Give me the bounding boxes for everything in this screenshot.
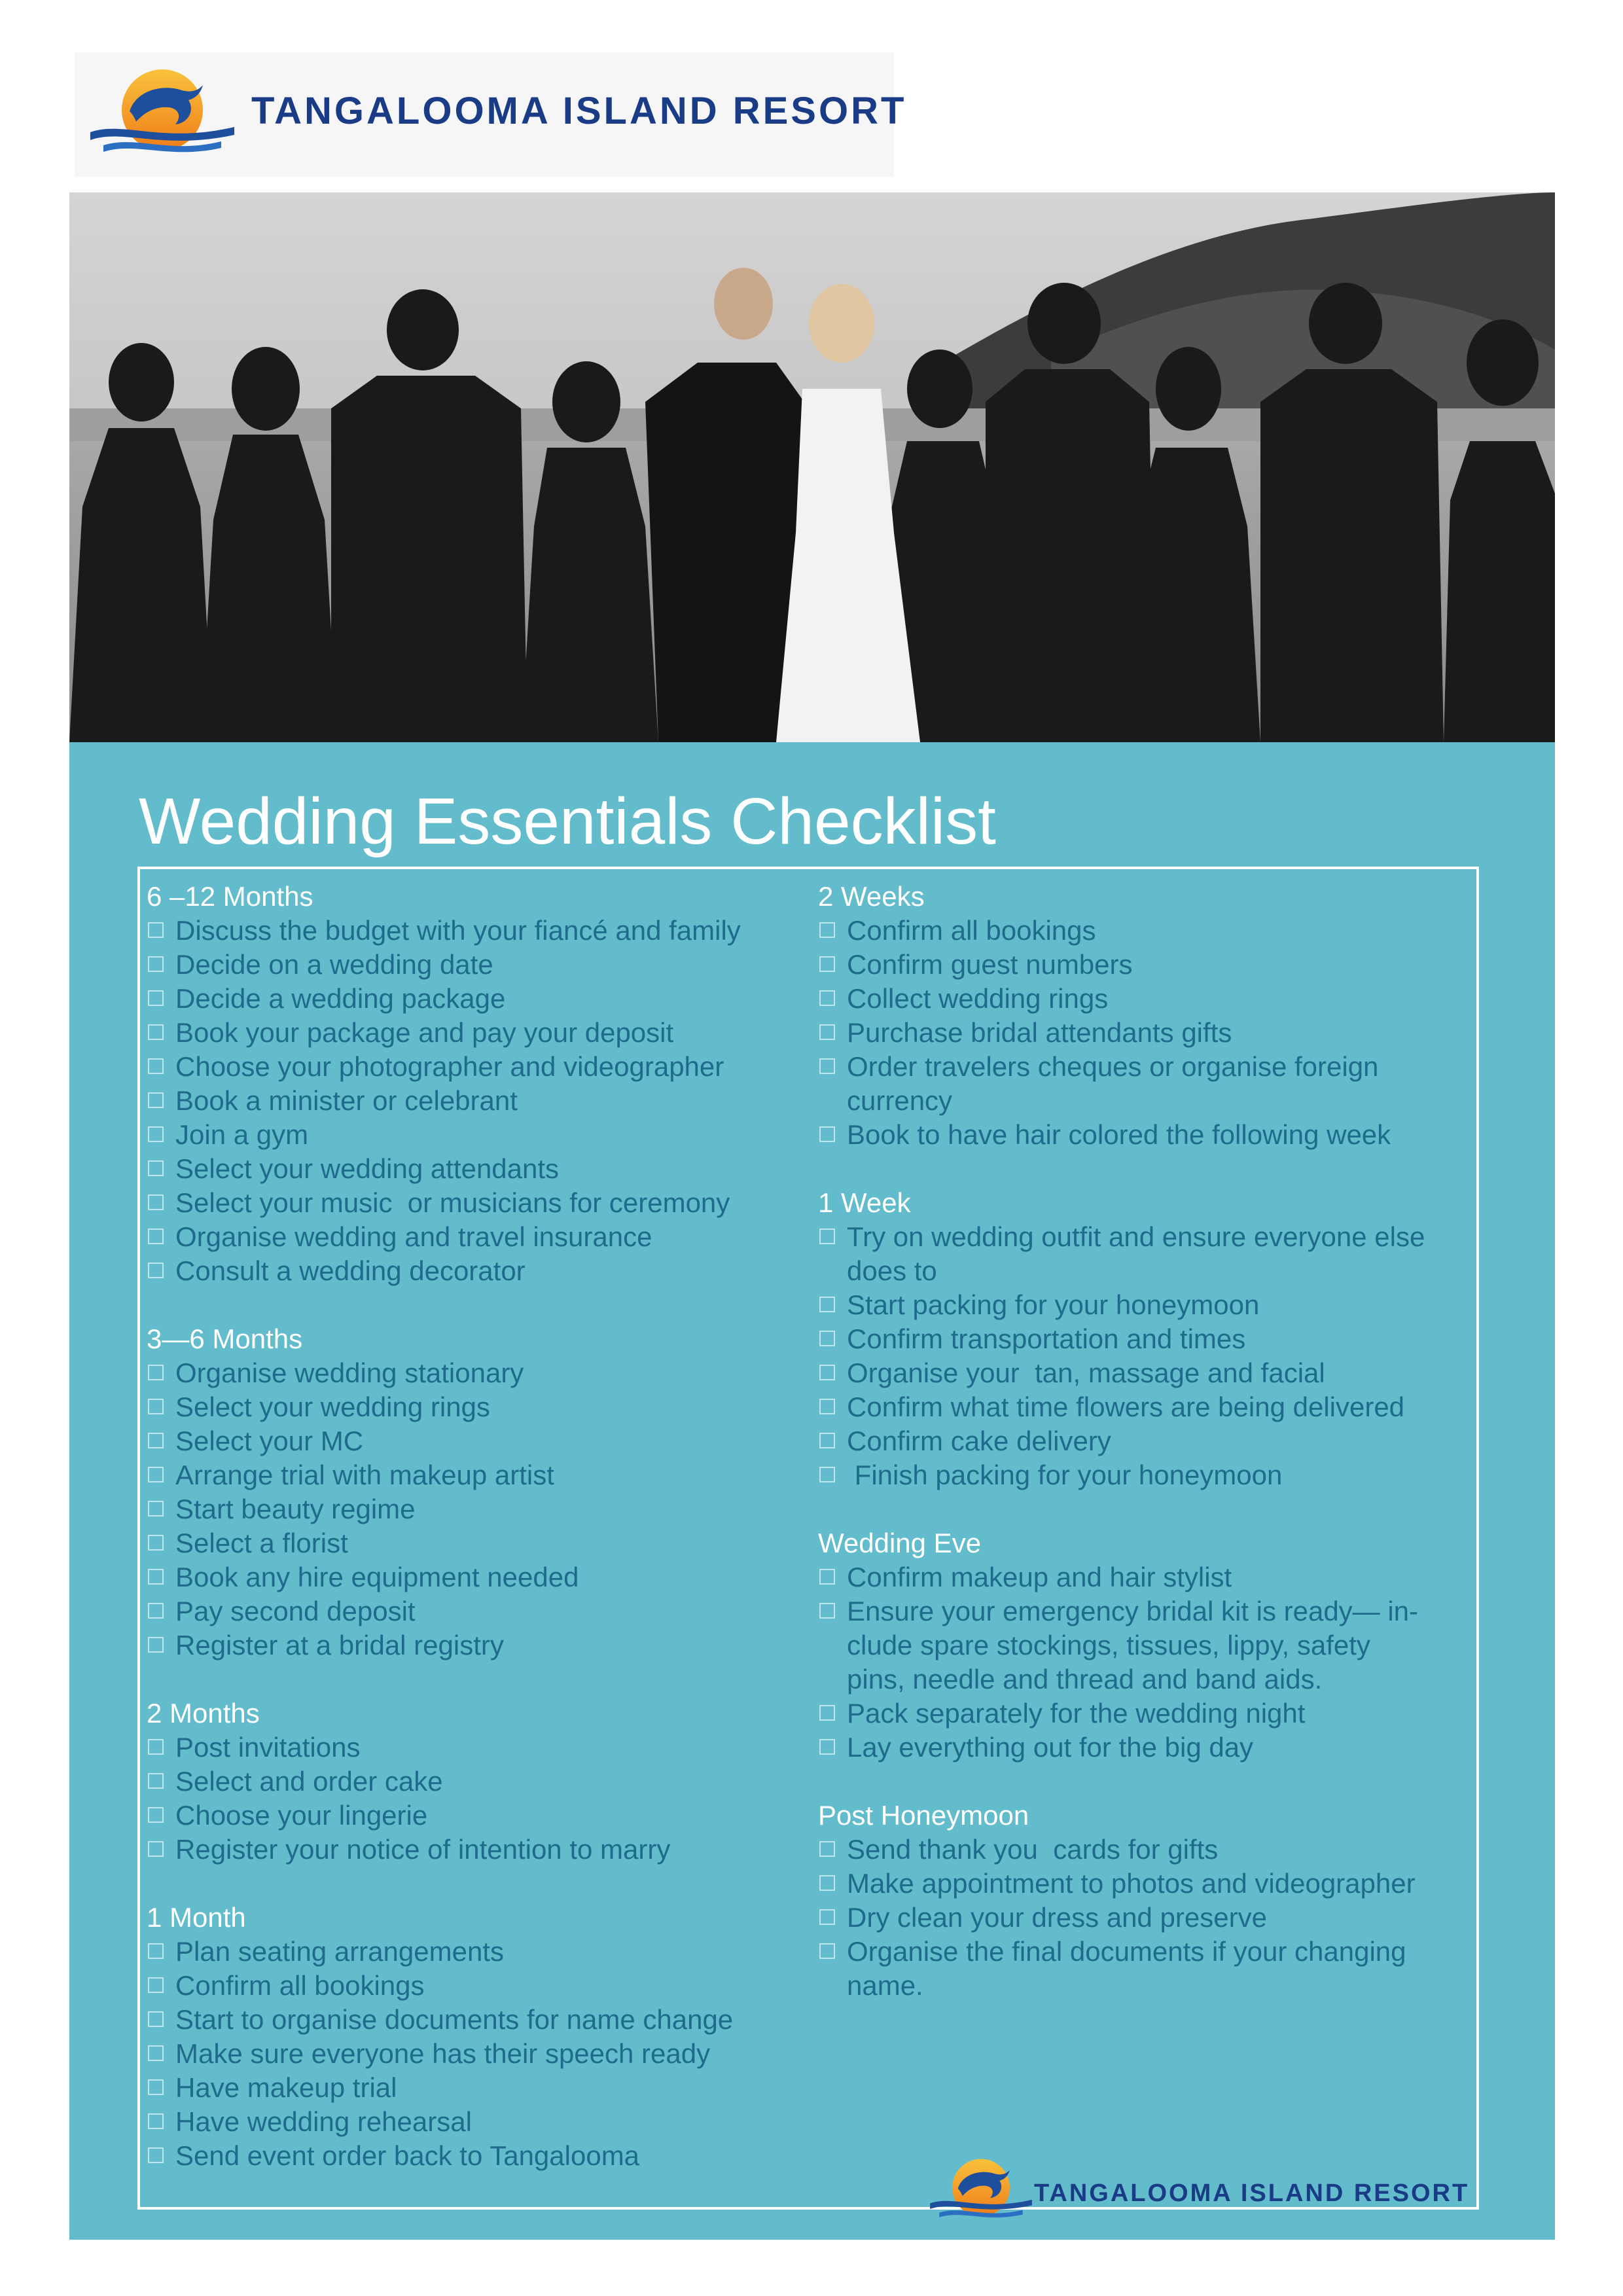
checklist-section bbox=[147, 1322, 808, 1662]
checklist-item-label: Try on wedding outfit and ensure everyone else does to bbox=[847, 1221, 1425, 1286]
checklist-section bbox=[818, 1526, 1472, 1765]
checkbox-icon[interactable] bbox=[819, 1433, 835, 1448]
checklist-item[interactable] bbox=[147, 1390, 808, 1424]
checkbox-icon[interactable] bbox=[148, 1058, 164, 1074]
checklist-item[interactable] bbox=[818, 1560, 1472, 1594]
checkbox-icon[interactable] bbox=[148, 1160, 164, 1176]
checklist-item[interactable] bbox=[818, 1050, 1472, 1118]
checkbox-icon[interactable] bbox=[148, 2079, 164, 2095]
checklist-item-label: Choose your lingerie bbox=[175, 1800, 428, 1831]
checklist-item-label: Confirm transportation and times bbox=[847, 1323, 1246, 1354]
checklist-item[interactable] bbox=[147, 1833, 808, 1867]
checklist-item-label: Select your wedding rings bbox=[175, 1391, 490, 1422]
checklist-item[interactable] bbox=[147, 1152, 808, 1186]
checklist-item[interactable] bbox=[147, 1118, 808, 1152]
checklist-item[interactable] bbox=[147, 1050, 808, 1084]
checkbox-icon[interactable] bbox=[148, 2045, 164, 2061]
checklist-item[interactable] bbox=[818, 1016, 1472, 1050]
checklist-item-label: Select your music or musicians for ceremony bbox=[175, 1187, 730, 1218]
checklist-item-label: Select your wedding attendants bbox=[175, 1153, 560, 1184]
checklist-item[interactable] bbox=[147, 2139, 808, 2173]
checkbox-icon[interactable] bbox=[819, 1331, 835, 1346]
checklist-item-label: Start packing for your honeymoon bbox=[847, 1289, 1260, 1320]
checklist-item[interactable] bbox=[147, 1799, 808, 1833]
checklist-item[interactable] bbox=[818, 1901, 1472, 1935]
checklist-item-label: Order travelers cheques or organise foreign currency bbox=[847, 1051, 1379, 1116]
checkbox-icon[interactable] bbox=[148, 1501, 164, 1516]
wedding-party-photo bbox=[69, 192, 1555, 742]
checkbox-icon[interactable] bbox=[148, 1569, 164, 1585]
checklist-item[interactable] bbox=[818, 1356, 1472, 1390]
checkbox-icon[interactable] bbox=[148, 2147, 164, 2163]
checklist-item[interactable] bbox=[147, 1969, 808, 2003]
checkbox-icon[interactable] bbox=[819, 1229, 835, 1244]
checkbox-icon[interactable] bbox=[148, 1603, 164, 1619]
checkbox-icon[interactable] bbox=[819, 1603, 835, 1619]
checklist-item[interactable] bbox=[818, 1696, 1472, 1731]
checklist-item[interactable] bbox=[147, 1492, 808, 1526]
checkbox-icon[interactable] bbox=[819, 1943, 835, 1959]
checkbox-icon[interactable] bbox=[148, 1807, 164, 1823]
checkbox-icon[interactable] bbox=[148, 956, 164, 972]
checklist-item[interactable] bbox=[818, 1731, 1472, 1765]
checklist-item[interactable] bbox=[818, 1118, 1472, 1152]
checkbox-icon[interactable] bbox=[819, 1569, 835, 1585]
checklist-item-label: Decide on a wedding date bbox=[175, 949, 493, 980]
checklist-item-label: Ensure your emergency bridal kit is ready— in- clude spare stockings, tissues, lippy, safety pins, needle and thread and band aids. bbox=[847, 1596, 1419, 1695]
checkbox-icon[interactable] bbox=[819, 1024, 835, 1040]
checkbox-icon[interactable] bbox=[148, 1229, 164, 1244]
checklist-item[interactable] bbox=[147, 1731, 808, 1765]
checkbox-icon[interactable] bbox=[148, 1263, 164, 1278]
section-title: 2 Months bbox=[147, 1698, 260, 1729]
checklist-item-label: Confirm all bookings bbox=[175, 1970, 425, 2001]
resort-name: TANGALOOMA ISLAND RESORT bbox=[251, 90, 907, 132]
checklist-item-label: Purchase bridal attendants gifts bbox=[847, 1017, 1232, 1048]
checklist-item-label: Confirm all bookings bbox=[847, 915, 1096, 946]
checkbox-icon[interactable] bbox=[148, 1092, 164, 1108]
checkbox-icon[interactable] bbox=[148, 1467, 164, 1482]
checklist-item-label: Start to organise documents for name change bbox=[175, 2004, 734, 2035]
checklist-item[interactable] bbox=[147, 1084, 808, 1118]
checklist-item[interactable] bbox=[147, 948, 808, 982]
checklist-item-label: Start beauty regime bbox=[175, 1494, 416, 1524]
checkbox-icon[interactable] bbox=[148, 1365, 164, 1380]
dolphin-sun-logo-icon bbox=[925, 2151, 1037, 2229]
checklist-item[interactable] bbox=[147, 1458, 808, 1492]
checklist-item-label: Organise the final documents if your changing name. bbox=[847, 1936, 1406, 2001]
checklist-item-label: Book a minister or celebrant bbox=[175, 1085, 518, 1116]
checkbox-icon[interactable] bbox=[148, 1977, 164, 1993]
wedding-photo-illustration-icon bbox=[69, 192, 1555, 742]
checklist-section bbox=[147, 880, 808, 1288]
checkbox-icon[interactable] bbox=[819, 1875, 835, 1891]
checklist-item-label: Dry clean your dress and preserve bbox=[847, 1902, 1267, 1933]
checklist-box bbox=[137, 867, 1479, 2210]
checkbox-icon[interactable] bbox=[819, 1705, 835, 1721]
checkbox-icon[interactable] bbox=[148, 1739, 164, 1755]
checklist-item[interactable] bbox=[147, 914, 808, 948]
checklist-item[interactable] bbox=[818, 948, 1472, 982]
section-title: 6 –12 Months bbox=[147, 881, 313, 912]
checklist-item[interactable] bbox=[818, 914, 1472, 948]
right-column bbox=[818, 880, 1472, 2037]
checklist-item-label: Register at a bridal registry bbox=[175, 1630, 504, 1660]
section-title: 3—6 Months bbox=[147, 1323, 303, 1354]
checklist-item[interactable] bbox=[147, 2003, 808, 2037]
section-title: 1 Week bbox=[818, 1187, 911, 1218]
checkbox-icon[interactable] bbox=[819, 1126, 835, 1142]
checklist-item[interactable] bbox=[147, 1356, 808, 1390]
dolphin-sun-logo-icon bbox=[84, 64, 241, 162]
checklist-section bbox=[147, 1901, 808, 2173]
checklist-item-label: Consult a wedding decorator bbox=[175, 1255, 526, 1286]
checklist-item[interactable] bbox=[818, 1288, 1472, 1322]
checklist-item-label: Discuss the budget with your fiancé and family bbox=[175, 915, 741, 946]
checklist-item-label: Book any hire equipment needed bbox=[175, 1562, 579, 1592]
checklist-item-label: Organise wedding and travel insurance bbox=[175, 1221, 652, 1252]
left-column bbox=[147, 880, 808, 2207]
checkbox-icon[interactable] bbox=[819, 1841, 835, 1857]
checklist-item-label: Post invitations bbox=[175, 1732, 361, 1763]
checkbox-icon[interactable] bbox=[819, 1739, 835, 1755]
checkbox-icon[interactable] bbox=[819, 922, 835, 938]
checklist-panel bbox=[69, 742, 1555, 2240]
checkbox-icon[interactable] bbox=[148, 1399, 164, 1414]
checklist-item-label: Have wedding rehearsal bbox=[175, 2106, 472, 2137]
checkbox-icon[interactable] bbox=[148, 1943, 164, 1959]
section-title: Post Honeymoon bbox=[818, 1800, 1029, 1831]
checklist-section bbox=[818, 1799, 1472, 2003]
checklist-item-label: Pay second deposit bbox=[175, 1596, 416, 1626]
header-logo bbox=[75, 52, 907, 177]
checklist-item-label: Send event order back to Tangalooma bbox=[175, 2140, 640, 2171]
checklist-item-label: Select a florist bbox=[175, 1528, 348, 1558]
checklist-item[interactable] bbox=[818, 1322, 1472, 1356]
checklist-item-label: Make sure everyone has their speech ready bbox=[175, 2038, 711, 2069]
checklist-item-label: Send thank you cards for gifts bbox=[847, 1834, 1219, 1865]
checkbox-icon[interactable] bbox=[819, 990, 835, 1006]
checklist-item[interactable] bbox=[147, 1594, 808, 1628]
checklist-item[interactable] bbox=[147, 2071, 808, 2105]
checklist-item[interactable] bbox=[147, 1220, 808, 1254]
checkbox-icon[interactable] bbox=[819, 1058, 835, 1074]
checklist-item[interactable] bbox=[147, 1628, 808, 1662]
section-title: 1 Month bbox=[147, 1902, 246, 1933]
checkbox-icon[interactable] bbox=[819, 1297, 835, 1312]
section-title: 2 Weeks bbox=[818, 881, 925, 912]
checklist-item-label: Choose your photographer and videographer bbox=[175, 1051, 724, 1082]
checklist-item[interactable] bbox=[818, 1867, 1472, 1901]
checklist-item[interactable] bbox=[147, 2105, 808, 2139]
checklist-item[interactable] bbox=[147, 1560, 808, 1594]
checklist-item-label: Register your notice of intention to marry bbox=[175, 1834, 671, 1865]
resort-name: TANGALOOMA ISLAND RESORT bbox=[1034, 2179, 1470, 2207]
checklist-item[interactable] bbox=[147, 1424, 808, 1458]
footer-logo bbox=[919, 2151, 1495, 2236]
checklist-item[interactable] bbox=[147, 1186, 808, 1220]
checklist-item-label: Have makeup trial bbox=[175, 2072, 397, 2103]
checklist-item-label: Join a gym bbox=[175, 1119, 309, 1150]
checklist-item[interactable] bbox=[818, 1220, 1472, 1288]
checkbox-icon[interactable] bbox=[148, 1024, 164, 1040]
checklist-item-label: Confirm makeup and hair stylist bbox=[847, 1562, 1232, 1592]
checklist-item[interactable] bbox=[818, 1833, 1472, 1867]
checklist-section bbox=[818, 1186, 1472, 1492]
checkbox-icon[interactable] bbox=[148, 1841, 164, 1857]
checklist-item-label: Select and order cake bbox=[175, 1766, 443, 1797]
checkbox-icon[interactable] bbox=[148, 922, 164, 938]
checkbox-icon[interactable] bbox=[148, 2011, 164, 2027]
checkbox-icon[interactable] bbox=[148, 1433, 164, 1448]
checklist-item[interactable] bbox=[147, 1935, 808, 1969]
checklist-item[interactable] bbox=[147, 1254, 808, 1288]
checkbox-icon[interactable] bbox=[148, 1637, 164, 1653]
section-title: Wedding Eve bbox=[818, 1528, 982, 1558]
checklist-item-label: Confirm guest numbers bbox=[847, 949, 1133, 980]
checkbox-icon[interactable] bbox=[148, 990, 164, 1006]
checklist-item-label: Arrange trial with makeup artist bbox=[175, 1460, 554, 1490]
checkbox-icon[interactable] bbox=[148, 1126, 164, 1142]
checklist-item[interactable] bbox=[818, 1390, 1472, 1424]
checklist-item[interactable] bbox=[818, 1935, 1472, 2003]
checklist-item[interactable] bbox=[147, 1016, 808, 1050]
checklist-item-label: Make appointment to photos and videographer bbox=[847, 1868, 1416, 1899]
checkbox-icon[interactable] bbox=[819, 1467, 835, 1482]
checkbox-icon[interactable] bbox=[819, 1365, 835, 1380]
checklist-item[interactable] bbox=[818, 1458, 1472, 1492]
checkbox-icon[interactable] bbox=[148, 1194, 164, 1210]
checklist-item[interactable] bbox=[147, 1526, 808, 1560]
page-title: Wedding Essentials Checklist bbox=[139, 785, 996, 858]
checklist-item-label: Collect wedding rings bbox=[847, 983, 1109, 1014]
checklist-item[interactable] bbox=[818, 1594, 1472, 1696]
checkbox-icon[interactable] bbox=[819, 1399, 835, 1414]
checkbox-icon[interactable] bbox=[148, 1773, 164, 1789]
checklist-item-label: Confirm what time flowers are being delivered bbox=[847, 1391, 1405, 1422]
checklist-item-label: Book your package and pay your deposit bbox=[175, 1017, 674, 1048]
checklist-item-label: Plan seating arrangements bbox=[175, 1936, 504, 1967]
checklist-item[interactable] bbox=[147, 2037, 808, 2071]
checklist-item[interactable] bbox=[147, 1765, 808, 1799]
checkbox-icon[interactable] bbox=[819, 1909, 835, 1925]
checklist-item-label: Decide a wedding package bbox=[175, 983, 506, 1014]
checklist-item-label: Book to have hair colored the following week bbox=[847, 1119, 1391, 1150]
checklist-item-label: Confirm cake delivery bbox=[847, 1426, 1111, 1456]
checklist-section bbox=[818, 880, 1472, 1152]
checkbox-icon[interactable] bbox=[819, 956, 835, 972]
checklist-item[interactable] bbox=[818, 982, 1472, 1016]
checklist-section bbox=[147, 1696, 808, 1867]
checkbox-icon[interactable] bbox=[148, 1535, 164, 1551]
checklist-item[interactable] bbox=[818, 1424, 1472, 1458]
checkbox-icon[interactable] bbox=[148, 2113, 164, 2129]
checklist-item-label: Organise your tan, massage and facial bbox=[847, 1357, 1325, 1388]
checklist-item-label: Select your MC bbox=[175, 1426, 364, 1456]
checklist-item-label: Lay everything out for the big day bbox=[847, 1732, 1254, 1763]
checklist-item-label: Organise wedding stationary bbox=[175, 1357, 524, 1388]
checklist-item-label: Pack separately for the wedding night bbox=[847, 1698, 1306, 1729]
checklist-item[interactable] bbox=[147, 982, 808, 1016]
checklist-item-label: Finish packing for your honeymoon bbox=[847, 1460, 1283, 1490]
